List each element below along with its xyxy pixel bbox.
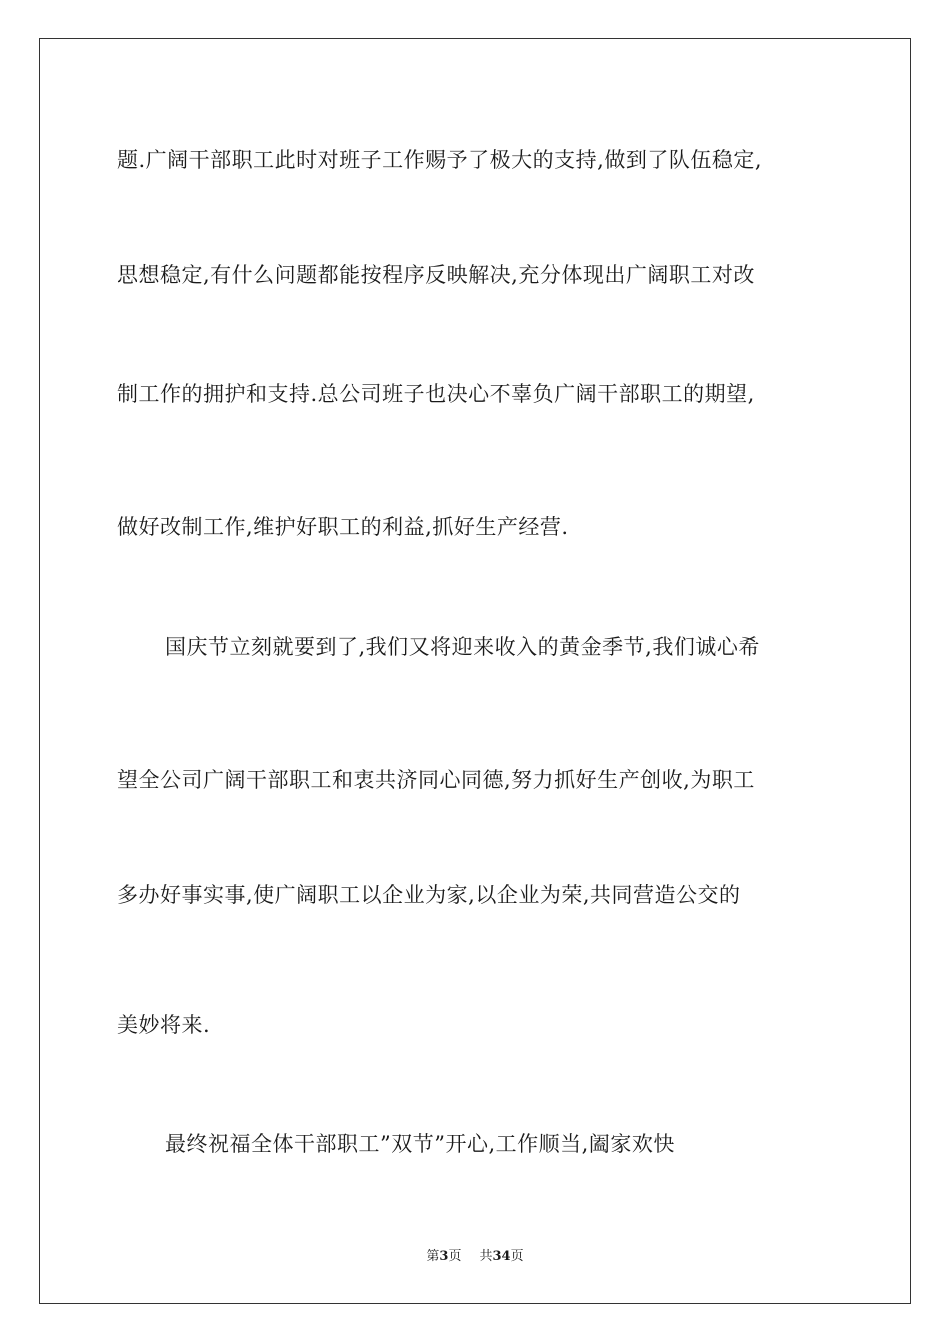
body-line: 思想稳定,有什么问题都能按程序反映解决,充分体现出广阔职工对改 — [117, 263, 755, 287]
body-line: 题.广阔干部职工此时对班子工作赐予了极大的支持,做到了队伍稳定, — [117, 148, 763, 172]
body-line: 最终祝福全体干部职工”双节”开心,工作顺当,阖家欢快 — [165, 1132, 675, 1156]
total-pages: 34 — [492, 1249, 511, 1264]
page-border — [39, 38, 911, 1304]
total-prefix: 共 — [479, 1249, 493, 1264]
body-line: 望全公司广阔干部职工和衷共济同心同德,努力抓好生产创收,为职工 — [117, 768, 755, 792]
page-suffix: 页 — [448, 1249, 462, 1264]
page-prefix: 第 — [426, 1249, 440, 1264]
body-line: 美妙将来. — [117, 1013, 211, 1037]
body-line: 制工作的拥护和支持.总公司班子也决心不辜负广阔干部职工的期望, — [117, 382, 755, 406]
body-line: 做好改制工作,维护好职工的利益,抓好生产经营. — [117, 515, 569, 539]
page-number: 3 — [439, 1249, 449, 1264]
body-line: 国庆节立刻就要到了,我们又将迎来收入的黄金季节,我们诚心希 — [165, 635, 760, 659]
total-suffix: 页 — [510, 1249, 524, 1264]
page-footer — [0, 1249, 950, 1265]
body-line: 多办好事实事,使广阔职工以企业为家,以企业为荣,共同营造公交的 — [117, 883, 741, 907]
